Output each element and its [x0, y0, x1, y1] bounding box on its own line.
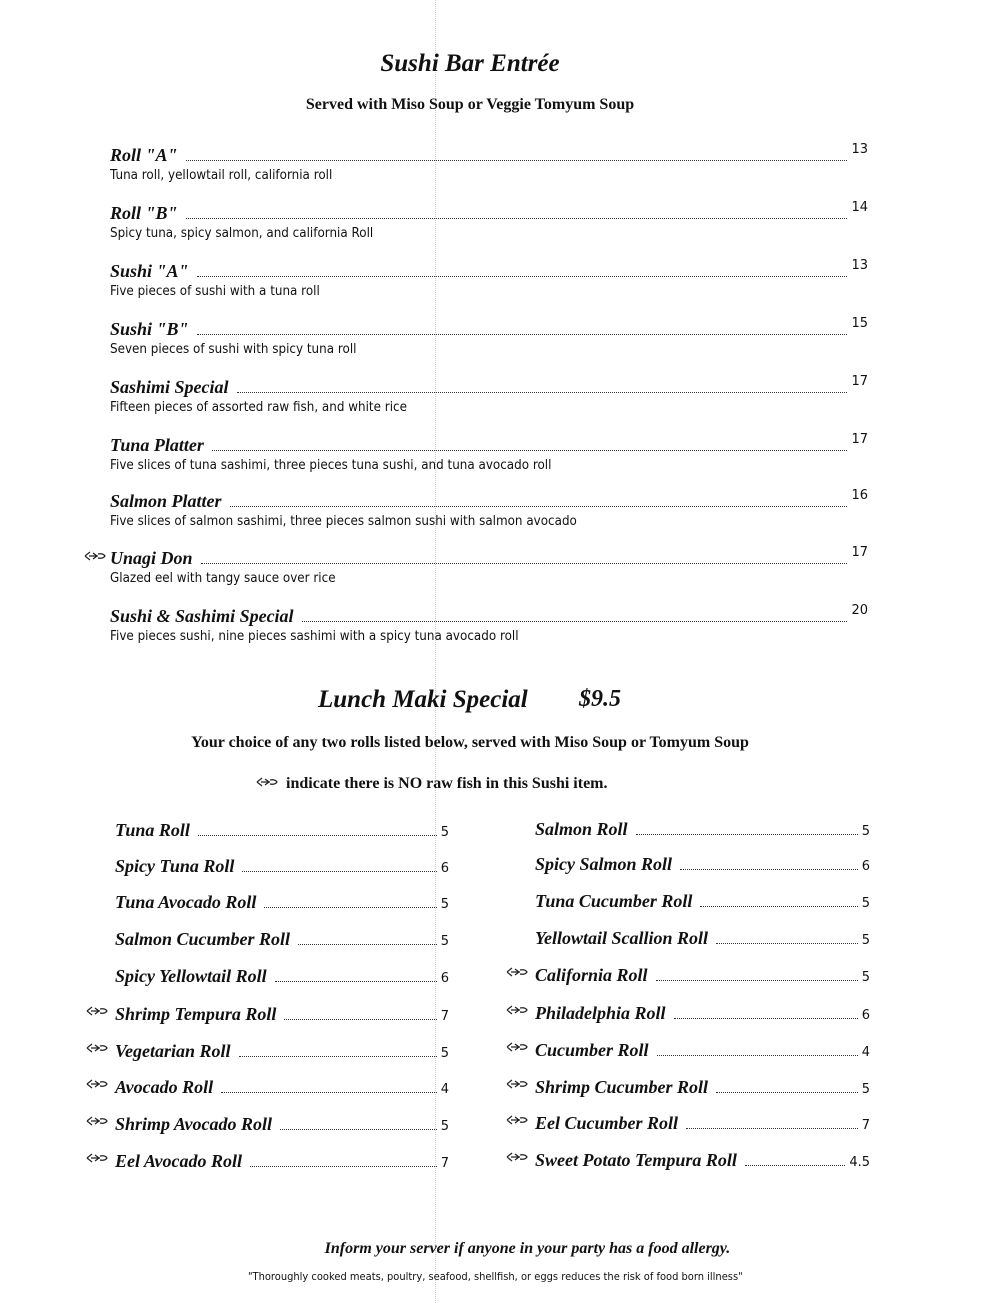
entree-item-name: Unagi Don	[110, 548, 193, 568]
entree-item-price: 14	[851, 200, 868, 215]
maki-item-name: Tuna Avocado Roll	[115, 892, 257, 912]
entree-item-price: 13	[851, 142, 868, 157]
no-raw-fish-icon	[256, 777, 278, 787]
entree-item-desc: Fifteen pieces of assorted raw fish, and white rice	[110, 400, 407, 415]
maki-item-name: Eel Avocado Roll	[115, 1151, 242, 1171]
entree-item-name: Roll "A"	[110, 145, 178, 165]
dot-leader	[212, 450, 848, 451]
dot-leader	[302, 621, 848, 622]
dot-leader	[275, 981, 437, 982]
dot-leader	[680, 869, 858, 870]
maki-item-price: 7	[861, 1118, 870, 1133]
no-raw-fish-icon	[506, 967, 528, 977]
maki-item-name: Tuna Roll	[115, 820, 190, 840]
maki-item-name: Spicy Yellowtail Roll	[115, 966, 267, 986]
entree-item	[110, 316, 868, 369]
maki-item	[115, 1077, 449, 1099]
maki-item	[535, 891, 870, 913]
maki-item-name: Shrimp Cucumber Roll	[535, 1077, 709, 1097]
dot-leader	[657, 1055, 858, 1056]
maki-item	[535, 854, 870, 876]
entree-item	[110, 603, 868, 656]
entree-item	[110, 258, 868, 311]
no-raw-fish-icon	[506, 1152, 528, 1162]
maki-item-price: 5	[861, 824, 870, 839]
maki-item	[115, 1114, 449, 1136]
maki-item-price: 5	[440, 1046, 449, 1061]
dot-leader	[198, 835, 437, 836]
entree-item-desc: Tuna roll, yellowtail roll, california roll	[110, 168, 333, 183]
entree-item-price: 20	[851, 603, 868, 618]
maki-item	[535, 965, 870, 987]
maki-item	[115, 820, 449, 842]
dot-leader	[264, 907, 436, 908]
lunch-subtitle: Your choice of any two rolls listed below, served with Miso Soup or Tomyum Soup	[191, 734, 749, 751]
maki-item-price: 6	[440, 971, 449, 986]
entree-item-desc: Seven pieces of sushi with spicy tuna roll	[110, 342, 357, 357]
maki-item-price: 5	[440, 897, 449, 912]
maki-item-name: Shrimp Avocado Roll	[115, 1114, 273, 1134]
dot-leader	[237, 392, 848, 393]
maki-item-name: Salmon Roll	[535, 819, 628, 839]
dot-leader	[201, 563, 848, 564]
entree-item-price: 17	[851, 432, 868, 447]
entree-item	[110, 142, 868, 195]
maki-item-price: 5	[440, 825, 449, 840]
dot-leader	[700, 906, 857, 907]
no-raw-fish-icon	[84, 551, 106, 561]
entree-subtitle: Served with Miso Soup or Veggie Tomyum Soup	[305, 96, 635, 113]
lunch-title: Lunch Maki Special	[318, 686, 528, 713]
entree-item-name: Sashimi Special	[110, 377, 229, 397]
entree-item-desc: Spicy tuna, spicy salmon, and california Roll	[110, 226, 374, 241]
dot-leader	[716, 1092, 858, 1093]
maki-item-price: 6	[861, 1008, 870, 1023]
entree-item-price: 17	[851, 545, 868, 560]
maki-item	[535, 928, 870, 950]
entree-item	[110, 200, 868, 253]
no-raw-fish-icon	[86, 1116, 108, 1126]
no-raw-fish-icon	[506, 1079, 528, 1089]
maki-item	[115, 892, 449, 914]
maki-item-name: Tuna Cucumber Roll	[535, 891, 693, 911]
entree-item	[110, 488, 868, 541]
entree-item-desc: Five slices of tuna sashimi, three pieces tuna sushi, and tuna avocado roll	[110, 458, 552, 473]
maki-item-price: 6	[440, 861, 449, 876]
entree-item-name: Sushi "A"	[110, 261, 189, 281]
entree-item-name: Salmon Platter	[110, 491, 222, 511]
maki-item	[535, 1077, 870, 1099]
entree-item-name: Tuna Platter	[110, 435, 204, 455]
no-raw-fish-icon	[86, 1079, 108, 1089]
maki-item	[115, 929, 449, 951]
maki-item	[115, 1151, 449, 1173]
maki-item-name: Spicy Tuna Roll	[115, 856, 235, 876]
maki-item-name: Cucumber Roll	[535, 1040, 649, 1060]
dot-leader	[674, 1018, 858, 1019]
no-raw-fish-icon	[506, 1115, 528, 1125]
maki-item-name: Spicy Salmon Roll	[535, 854, 673, 874]
maki-item	[535, 1150, 870, 1172]
maki-item-price: 5	[861, 970, 870, 985]
maki-item-price: 5	[861, 896, 870, 911]
maki-item-price: 5	[861, 1082, 870, 1097]
dot-leader	[197, 334, 848, 335]
no-raw-fish-icon	[86, 1153, 108, 1163]
dot-leader	[284, 1019, 436, 1020]
food-safety-disclaimer: "Thoroughly cooked meats, poultry, seafood, shellfish, or eggs reduces the risk of food born illness"	[248, 1270, 743, 1283]
dot-leader	[686, 1128, 858, 1129]
maki-item	[535, 1003, 870, 1025]
no-raw-fish-icon	[86, 1043, 108, 1053]
maki-item-name: California Roll	[535, 965, 648, 985]
dot-leader	[186, 160, 848, 161]
no-raw-fish-note: indicate there is NO raw fish in this Sushi item.	[286, 775, 608, 792]
maki-item-name: Vegetarian Roll	[115, 1041, 231, 1061]
dot-leader	[280, 1129, 437, 1130]
maki-item-price: 5	[861, 933, 870, 948]
maki-item	[115, 1041, 449, 1063]
maki-item	[535, 1040, 870, 1062]
dot-leader	[230, 506, 848, 507]
maki-item-price: 5	[440, 1119, 449, 1134]
dot-leader	[186, 218, 848, 219]
entree-item-price: 16	[851, 488, 868, 503]
maki-item-price: 7	[440, 1009, 449, 1024]
entree-item-price: 15	[851, 316, 868, 331]
entree-item-price: 13	[851, 258, 868, 273]
no-raw-fish-icon	[506, 1042, 528, 1052]
maki-item-price: 4	[861, 1045, 870, 1060]
entree-item-desc: Glazed eel with tangy sauce over rice	[110, 571, 336, 586]
entree-item-name: Roll "B"	[110, 203, 178, 223]
entree-item	[110, 432, 868, 485]
dot-leader	[636, 834, 858, 835]
maki-item-price: 7	[440, 1156, 449, 1171]
dot-leader	[298, 944, 437, 945]
maki-item-name: Avocado Roll	[115, 1077, 214, 1097]
maki-item-price: 5	[440, 934, 449, 949]
dot-leader	[745, 1165, 845, 1166]
maki-item-price: 4	[440, 1082, 449, 1097]
entree-item-desc: Five pieces of sushi with a tuna roll	[110, 284, 320, 299]
entree-title: Sushi Bar Entrée	[380, 50, 560, 77]
maki-item	[535, 819, 870, 841]
entree-item-name: Sushi & Sashimi Special	[110, 606, 294, 626]
dot-leader	[716, 943, 858, 944]
maki-item	[115, 1004, 449, 1026]
dot-leader	[242, 871, 436, 872]
maki-item-price: 4.5	[849, 1155, 870, 1170]
allergy-notice: Inform your server if anyone in your party has a food allergy.	[324, 1240, 731, 1257]
entree-item	[110, 374, 868, 427]
maki-item-name: Sweet Potato Tempura Roll	[535, 1150, 737, 1170]
lunch-price: $9.5	[579, 686, 621, 712]
dot-leader	[250, 1166, 437, 1167]
maki-item-name: Salmon Cucumber Roll	[115, 929, 291, 949]
maki-item-name: Eel Cucumber Roll	[535, 1113, 679, 1133]
entree-item-price: 17	[851, 374, 868, 389]
maki-item-name: Shrimp Tempura Roll	[115, 1004, 277, 1024]
maki-item	[115, 856, 449, 878]
dot-leader	[197, 276, 848, 277]
entree-item-desc: Five pieces sushi, nine pieces sashimi with a spicy tuna avocado roll	[110, 629, 519, 644]
dot-leader	[221, 1092, 437, 1093]
maki-item-price: 6	[861, 859, 870, 874]
entree-item-name: Sushi "B"	[110, 319, 189, 339]
maki-item	[115, 966, 449, 988]
entree-item	[110, 545, 868, 598]
dot-leader	[656, 980, 858, 981]
dot-leader	[239, 1056, 437, 1057]
no-raw-fish-icon	[86, 1006, 108, 1016]
maki-item-name: Philadelphia Roll	[535, 1003, 666, 1023]
entree-item-desc: Five slices of salmon sashimi, three pieces salmon sushi with salmon avocado	[110, 514, 577, 529]
no-raw-fish-icon	[506, 1005, 528, 1015]
maki-item-name: Yellowtail Scallion Roll	[535, 928, 709, 948]
maki-item	[535, 1113, 870, 1135]
